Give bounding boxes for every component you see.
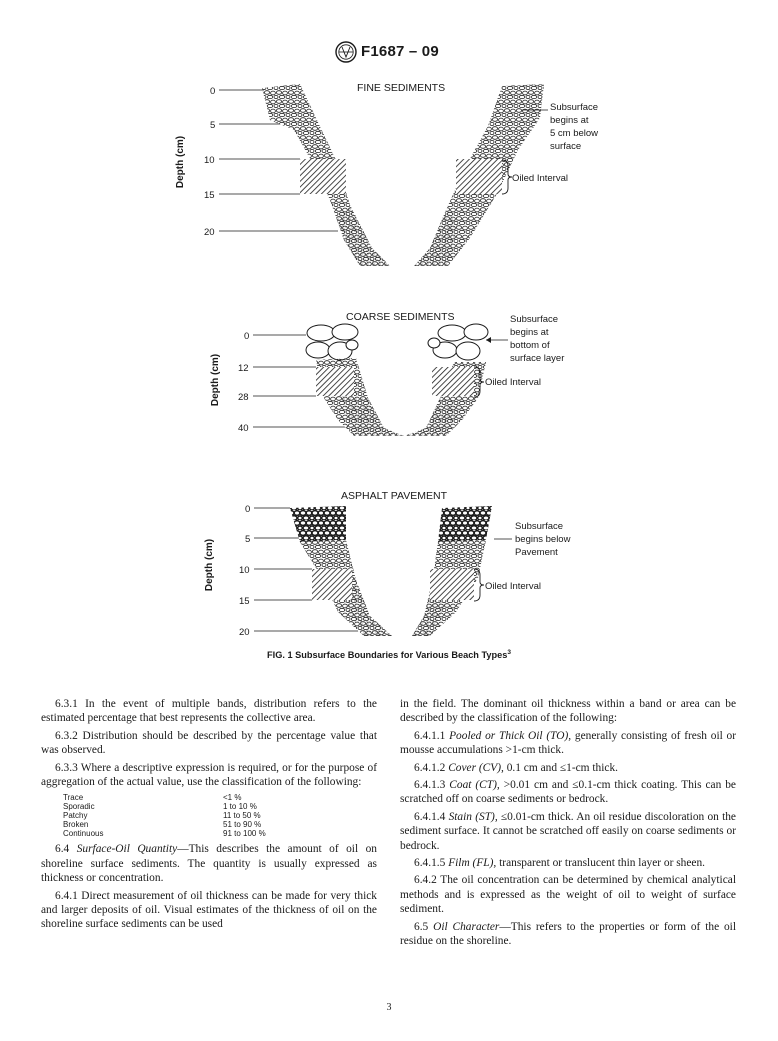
oiled-interval-right xyxy=(456,159,502,194)
caption-footnote-ref: 3 xyxy=(507,649,511,656)
paragraph-6-4-2: 6.4.2 The oil concentration can be determined by chemical analytical methods and is expressed as the weight of oil to weight of surface sediment. xyxy=(400,874,736,916)
note-line: Subsurface xyxy=(510,314,559,325)
subsurface-note xyxy=(515,521,571,558)
class-range: 1 to 10 % xyxy=(223,802,257,812)
panel-title: FINE SEDIMENTS xyxy=(357,82,446,94)
tick-label: 0 xyxy=(210,86,216,97)
panel-asphalt-pavement xyxy=(204,490,571,638)
class-range: 51 to 90 % xyxy=(223,820,262,830)
page-number: 3 xyxy=(386,1002,392,1013)
class-name: Sporadic xyxy=(63,802,95,812)
tick-label: 0 xyxy=(245,504,251,515)
paragraph-6-4-1-2 xyxy=(400,761,736,775)
oiled-interval-left xyxy=(316,367,354,396)
paragraph-6-3-3: 6.3.3 Where a descriptive expression is required, or for the purpose of aggregation of the actual value, use the classification of the following: xyxy=(41,761,377,789)
pavement-layer-right xyxy=(438,506,492,542)
paragraph-6-4-1-1 xyxy=(400,729,736,758)
section-number: 6.4.1.3 xyxy=(414,779,446,792)
tick-label: 5 xyxy=(245,534,251,545)
tick-label: 10 xyxy=(239,565,250,576)
subsurface-note xyxy=(510,314,564,364)
paragraph-6-4-1: 6.4.1 Direct measurement of oil thickness can be made for very thick and larger deposits of oil. Visual estimates of the thickness of oil on the shoreline surface sediments can be used xyxy=(41,889,377,931)
section-title: Oil Character xyxy=(433,920,500,933)
text-column-left xyxy=(41,697,377,935)
section-text: —This refers to the properties or form of the oil residue on the shoreline. xyxy=(400,920,736,948)
class-name: Trace xyxy=(63,793,84,803)
section-title: Pooled or Thick Oil (TO), xyxy=(449,729,572,742)
tick-label: 0 xyxy=(244,331,250,342)
class-range: 91 to 100 % xyxy=(223,829,266,839)
paragraph-6-4-1-continued: in the field. The dominant oil thickness within a band or area can be described by the classification of the following: xyxy=(400,698,736,725)
tick-label: 12 xyxy=(238,363,249,374)
y-axis-ticks xyxy=(204,86,215,238)
paragraph-6-4-1-5 xyxy=(400,856,736,870)
subsurface-note xyxy=(550,102,598,152)
panel-fine-sediments xyxy=(175,82,598,266)
paragraph-6-4-1-4 xyxy=(400,810,736,853)
paragraph-6-3-1: 6.3.1 In the event of multiple bands, distribution refers to the estimated percentage that best represents the collective area. xyxy=(41,698,377,725)
class-range: 11 to 50 % xyxy=(223,811,261,821)
paragraph-6-4 xyxy=(41,842,377,885)
note-line: begins at xyxy=(550,115,589,126)
y-axis-label: Depth (cm) xyxy=(204,538,215,592)
section-number: 6.4 xyxy=(55,843,70,856)
class-name: Broken xyxy=(63,820,89,830)
class-name: Patchy xyxy=(63,811,88,821)
section-number: 6.4.1.5 xyxy=(414,857,446,870)
section-text: 0.1 cm and ≤1-cm thick. xyxy=(503,761,618,774)
panel-title: COARSE SEDIMENTS xyxy=(346,311,455,323)
paragraph-6-5 xyxy=(400,920,736,949)
note-line: Subsurface xyxy=(515,521,564,532)
section-text: —This describes the amount of oil on shoreline surface sediments. The quantity is usually expressed as thickness or concentration. xyxy=(41,843,377,885)
text-column-right xyxy=(400,697,736,952)
table-row xyxy=(63,811,377,820)
oiled-interval-label: Oiled Interval xyxy=(512,173,568,184)
section-title: Film (FL), xyxy=(448,857,497,870)
table-row xyxy=(63,793,377,802)
note-line: surface layer xyxy=(510,353,565,364)
tick-label: 5 xyxy=(210,120,216,131)
panel-title: ASPHALT PAVEMENT xyxy=(341,490,447,502)
note-line: Pavement xyxy=(515,547,558,558)
table-row xyxy=(63,820,377,829)
y-axis-label: Depth (cm) xyxy=(210,353,221,407)
oiled-interval-left xyxy=(300,159,346,194)
class-name: Continuous xyxy=(63,829,104,839)
note-line: bottom of xyxy=(510,340,550,351)
surface-boulders-right xyxy=(428,324,488,360)
surface-boulders-left xyxy=(306,324,358,360)
distribution-classification-table xyxy=(63,793,377,838)
pavement-layer-left xyxy=(290,506,346,542)
tick-label: 15 xyxy=(204,190,215,201)
oiled-interval-right xyxy=(432,367,474,396)
section-number: 6.4.1.2 xyxy=(414,761,446,774)
oiled-interval-left xyxy=(312,569,352,600)
tick-label: 15 xyxy=(239,596,250,607)
section-title: Stain (ST), xyxy=(448,810,498,823)
note-line: begins below xyxy=(515,534,571,545)
y-axis-ticks xyxy=(239,504,250,638)
note-line: 5 cm below xyxy=(550,128,599,139)
section-text: >0.01 cm and ≤0.1-cm thick coating. This can be scratched off on coarse sediments or bedrock. xyxy=(400,779,736,806)
panel-coarse-sediments xyxy=(210,311,564,436)
tick-label: 10 xyxy=(204,155,215,166)
y-axis-ticks xyxy=(238,331,249,434)
oiled-interval-label: Oiled Interval xyxy=(485,581,541,592)
class-range: <1 % xyxy=(223,793,242,803)
section-text: ≤0.01-cm thick. An oil residue discoloration on the sediment surface. It cannot be scratched off easily on coarse sediments or bedrock. xyxy=(400,810,736,852)
oiled-interval-right xyxy=(430,569,474,600)
document-designation: F1687 – 09 xyxy=(361,43,439,60)
oiled-interval-label: Oiled Interval xyxy=(485,377,541,388)
section-number: 6.4.1.4 xyxy=(414,810,446,823)
tick-label: 20 xyxy=(204,227,215,238)
y-axis-label: Depth (cm) xyxy=(175,135,186,189)
caption-text: FIG. 1 Subsurface Boundaries for Various Beach Types xyxy=(267,650,508,661)
section-title: Cover (CV), xyxy=(448,761,504,774)
note-line: Subsurface xyxy=(550,102,599,113)
tick-label: 40 xyxy=(238,423,249,434)
tick-label: 20 xyxy=(239,627,250,638)
table-row xyxy=(63,829,377,838)
note-line: begins at xyxy=(510,327,549,338)
paragraph-6-3-2: 6.3.2 Distribution should be described by the percentage value that was observed. xyxy=(41,729,377,757)
section-text: transparent or translucent thin layer or sheen. xyxy=(496,857,706,870)
tick-label: 28 xyxy=(238,392,249,403)
section-title: Coat (CT), xyxy=(449,779,500,792)
paragraph-6-4-1-3 xyxy=(400,778,736,807)
section-number: 6.4.1.1 xyxy=(414,729,446,742)
figure-caption xyxy=(0,649,778,660)
table-row xyxy=(63,802,377,811)
section-title: Surface-Oil Quantity xyxy=(76,843,178,856)
section-number: 6.5 xyxy=(414,920,429,933)
note-line: surface xyxy=(550,141,582,152)
section-text: generally consisting of fresh oil or mousse accumulations >1-cm thick. xyxy=(400,729,737,757)
